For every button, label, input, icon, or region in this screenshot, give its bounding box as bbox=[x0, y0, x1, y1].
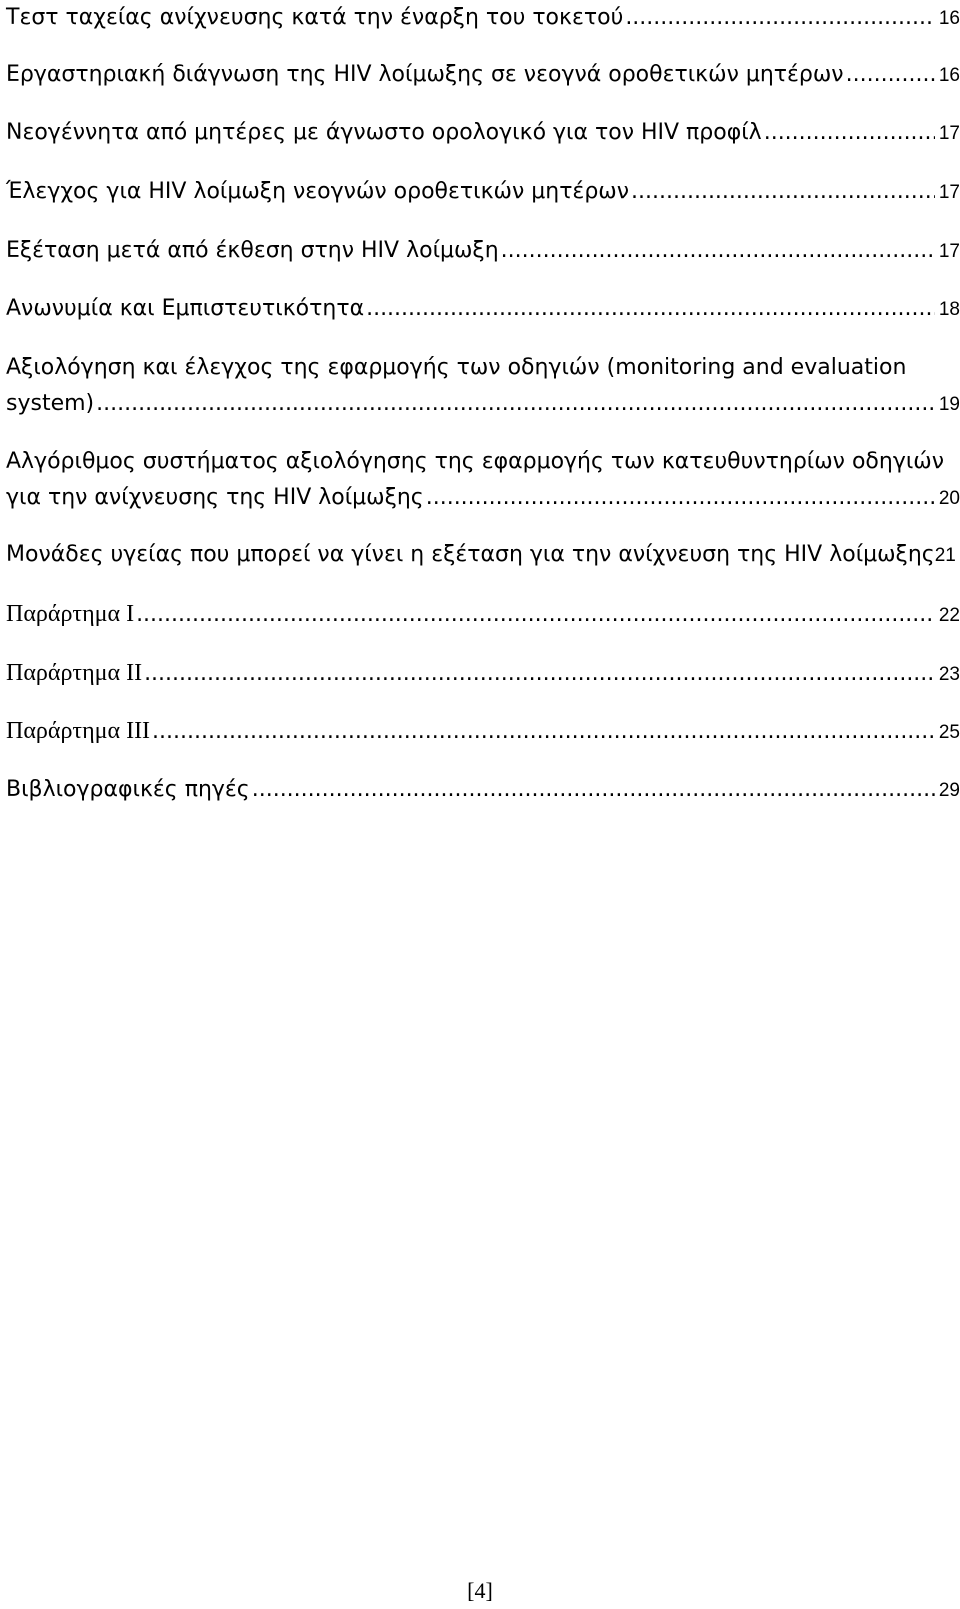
toc-entry-title-continued: system) bbox=[6, 391, 95, 416]
toc-entry[interactable] bbox=[6, 57, 960, 94]
toc-leader-dots bbox=[501, 233, 935, 269]
toc-leader-dots bbox=[96, 386, 935, 422]
toc-leader-dots bbox=[366, 291, 935, 327]
toc-entry-title: Παράρτημα I bbox=[6, 601, 135, 627]
toc-entry-title: Βιβλιογραφικές πηγές bbox=[6, 777, 250, 802]
toc-entry-title: Μονάδες υγείας που μπορεί να γίνει η εξέταση για την ανίχνευση της HIV λοίμωξης bbox=[6, 542, 935, 567]
toc-page-number: 16 bbox=[938, 8, 960, 29]
toc-entry[interactable] bbox=[6, 350, 960, 423]
toc-leader-dots bbox=[144, 656, 935, 692]
toc-entry[interactable] bbox=[6, 233, 960, 270]
toc-page-number: 29 bbox=[938, 780, 960, 801]
page-number-footer: [4] bbox=[467, 1578, 493, 1603]
toc-entry-title: Ανωνυμία και Εμπιστευτικότητα bbox=[6, 296, 365, 321]
toc-page-number: 25 bbox=[938, 722, 960, 743]
toc-entry[interactable] bbox=[6, 291, 960, 328]
toc-entry[interactable] bbox=[6, 713, 960, 751]
toc-entry[interactable] bbox=[6, 772, 960, 809]
toc-entry-title: Τεστ ταχείας ανίχνευσης κατά την έναρξη του τοκετού bbox=[6, 5, 624, 30]
toc-entry-title: Παράρτημα II bbox=[6, 660, 143, 686]
toc-page-number: 18 bbox=[938, 299, 960, 320]
toc-entry-title: Αλγόριθμος συστήματος αξιολόγησης της εφαρμογής των κατευθυντηρίων οδηγιών bbox=[6, 449, 944, 474]
toc-leader-dots bbox=[252, 772, 935, 808]
toc-entry-title-continued: για την ανίχνευσης της HIV λοίμωξης bbox=[6, 485, 424, 510]
toc-entry-title: Παράρτημα III bbox=[6, 718, 151, 744]
toc-entry[interactable] bbox=[6, 655, 960, 693]
toc-leader-dots bbox=[764, 115, 935, 151]
toc-page-number: 22 bbox=[938, 605, 960, 626]
toc-page-number: 23 bbox=[938, 664, 960, 685]
toc-entry[interactable] bbox=[6, 115, 960, 152]
toc-entry[interactable] bbox=[6, 0, 960, 37]
toc-page-number: 20 bbox=[938, 488, 960, 509]
toc-leader-dots bbox=[152, 714, 935, 750]
toc-entry-title: Νεογέννητα από μητέρες με άγνωστο ορολογικό για τον HIV προφίλ bbox=[6, 120, 762, 145]
toc-entry-title: Εξέταση μετά από έκθεση στην HIV λοίμωξη bbox=[6, 238, 499, 263]
toc-page-number: 19 bbox=[938, 394, 960, 415]
toc-entry[interactable] bbox=[6, 174, 960, 211]
toc-entry[interactable] bbox=[6, 537, 960, 574]
toc-page-number: 16 bbox=[938, 65, 960, 86]
toc-entry[interactable] bbox=[6, 444, 960, 517]
toc-leader-dots bbox=[625, 0, 935, 36]
toc-page-number: 17 bbox=[938, 182, 960, 203]
toc-leader-dots bbox=[846, 57, 935, 93]
toc-page-number: 21 bbox=[934, 545, 956, 566]
toc-leader-dots bbox=[631, 174, 935, 210]
toc-leader-dots bbox=[426, 480, 935, 516]
toc-leader-dots bbox=[136, 597, 935, 633]
toc-entry-title: Εργαστηριακή διάγνωση της HIV λοίμωξης σε νεογνά οροθετικών μητέρων bbox=[6, 62, 844, 87]
toc-entry[interactable] bbox=[6, 596, 960, 634]
toc-entry-title: Έλεγχος για HIV λοίμωξη νεογνών οροθετικών μητέρων bbox=[6, 179, 630, 204]
toc-page-number: 17 bbox=[938, 123, 960, 144]
toc-entry-title: Αξιολόγηση και έλεγχος της εφαρμογής των οδηγιών (monitoring and evaluation bbox=[6, 355, 907, 380]
toc-page-number: 17 bbox=[938, 241, 960, 262]
